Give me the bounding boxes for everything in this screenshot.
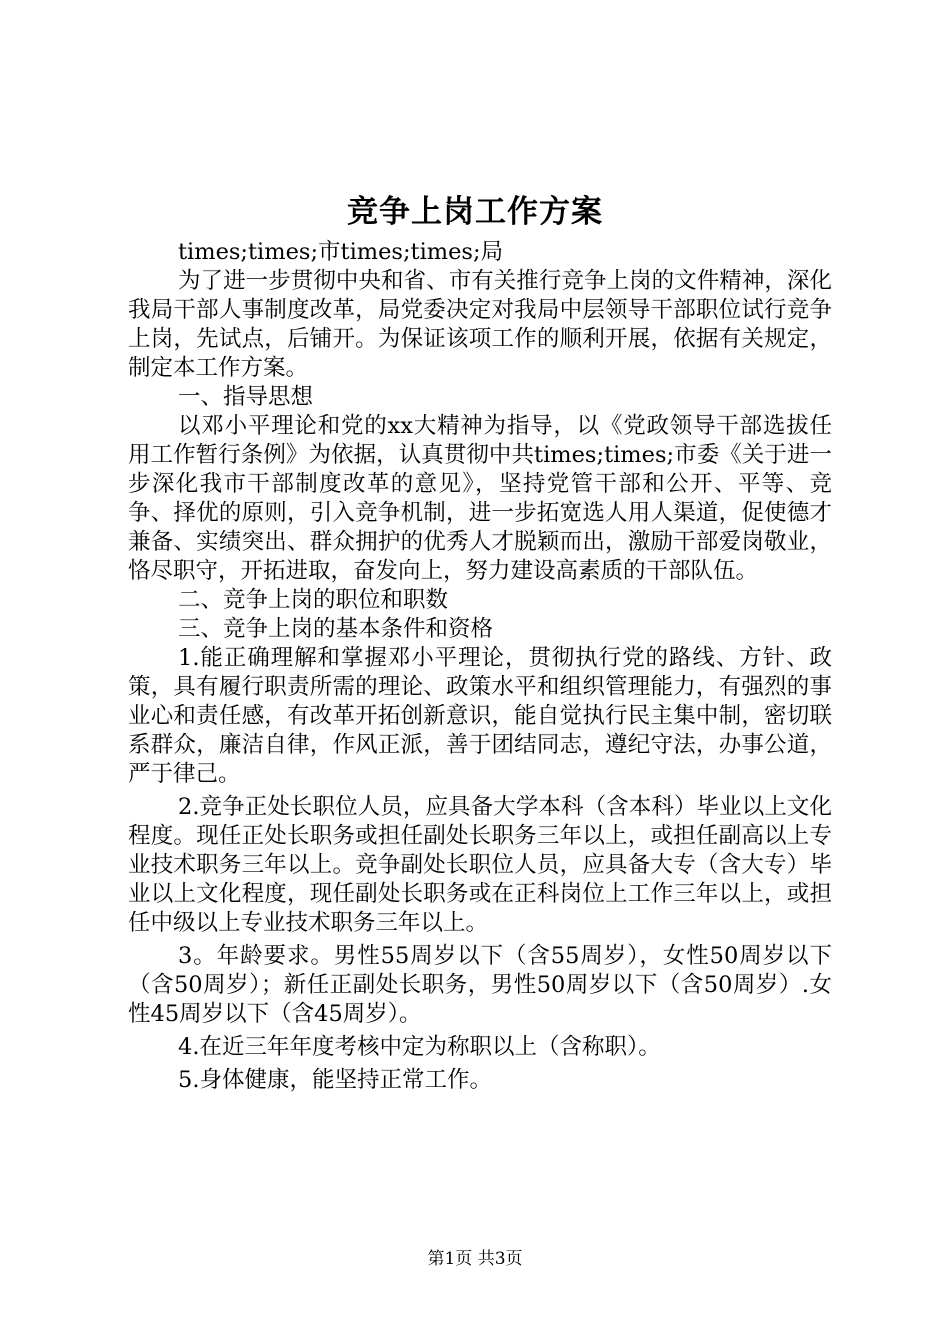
condition-item-4: 4.在近三年年度考核中定为称职以上（含称职）。 [178, 1034, 661, 1060]
condition-item-3: 3。年龄要求。男性55周岁以下（含55周岁），女性50周岁以下（含50周岁）；新任正副处长职务，男性50周岁以下（含50周岁）.女性45周岁以下（含45周岁）。 [128, 943, 832, 1027]
page-number-footer: 第1页 共3页 [427, 1249, 523, 1269]
intro-paragraph: 为了进一步贯彻中央和省、市有关推行竞争上岗的文件精神，深化我局干部人事制度改革，局党委决定对我局中层领导干部职位试行竞争上岗，先试点，后铺开。为保证该项工作的顺利开展，依据有关规定，制定本工作方案。 [128, 268, 832, 381]
document-title: 竞争上岗工作方案 [347, 194, 603, 230]
condition-item-2: 2.竞争正处长职位人员，应具备大学本科（含本科）毕业以上文化程度。现任正处长职务或担任副处长职务三年以上，或担任副高以上专业技术职务三年以上。竞争副处长职位人员，应具备大专（含大专）毕业以上文化程度，现任副处长职务或在正科岗位上工作三年以上，或担任中级以上专业技术职务三年以上。 [128, 794, 832, 936]
condition-item-5: 5.身体健康，能坚持正常工作。 [178, 1067, 492, 1093]
section-heading-1: 一、指导思想 [178, 384, 314, 410]
condition-item-1: 1.能正确理解和掌握邓小平理论，贯彻执行党的路线、方针、政策，具有履行职责所需的理论、政策水平和组织管理能力，有强烈的事业心和责任感，有改革开拓创新意识，能自觉执行民主集中制，密切联系群众，廉洁自律，作风正派，善于团结同志，遵纪守法，办事公道，严于律己。 [128, 645, 832, 787]
org-line: times;times;市times;times;局 [178, 239, 504, 265]
guiding-thought-paragraph: 以邓小平理论和党的xx大精神为指导，以《党政领导干部选拔任用工作暂行条例》为依据，认真贯彻中共times;times;市委《关于进一步深化我市干部制度改革的意见》，坚持党管干部和公开、平等、竞争、择优的原则，引入竞争机制，进一步拓宽选人用人渠道，促使德才兼备、实绩突出、群众拥护的优秀人才脱颖而出，激励干部爱岗敬业，恪尽职守，开拓进取，奋发向上，努力建设高素质的干部队伍。 [128, 413, 832, 584]
section-heading-2: 二、竞争上岗的职位和职数 [178, 587, 449, 613]
section-heading-3: 三、竞争上岗的基本条件和资格 [178, 616, 494, 642]
document-body [128, 238, 832, 1095]
